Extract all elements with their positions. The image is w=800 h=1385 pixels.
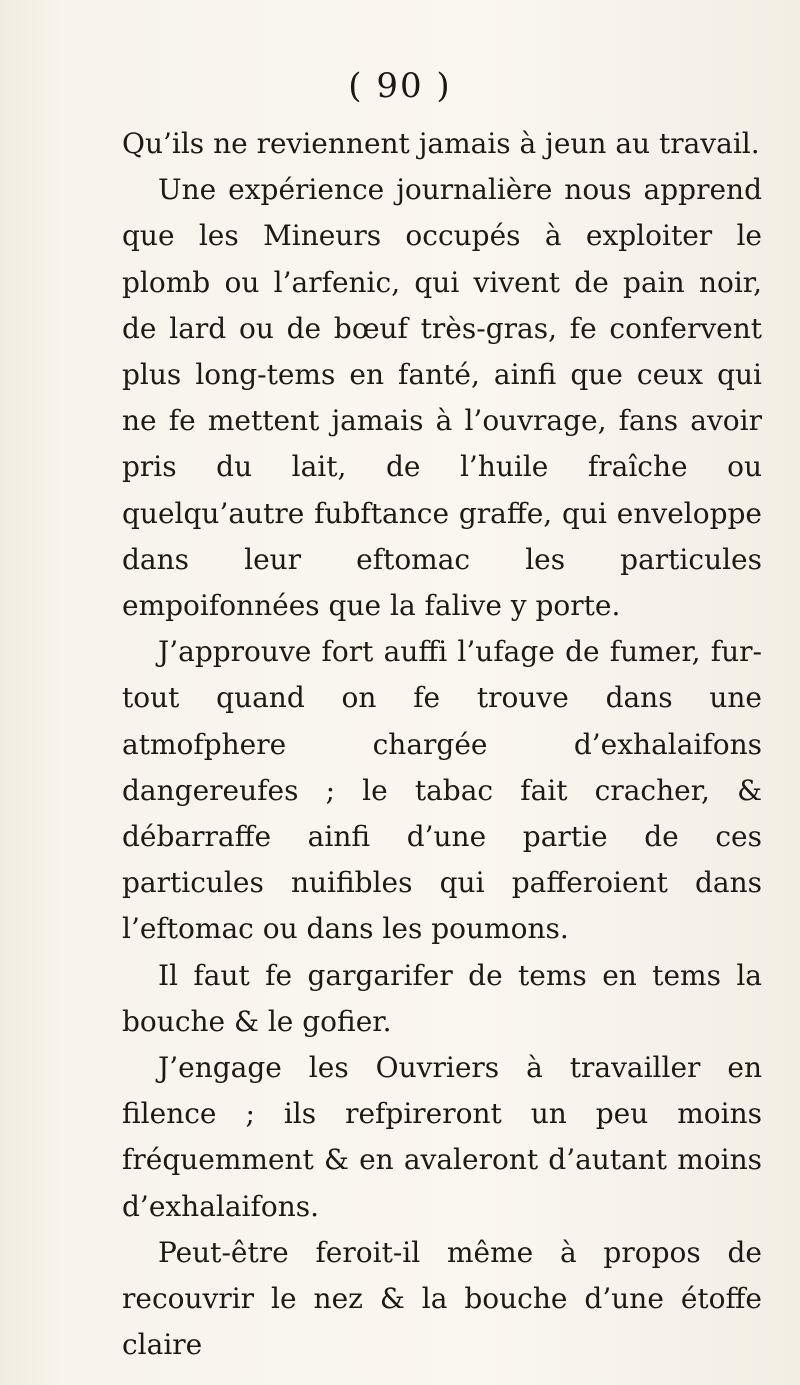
page-number: ( 90 ) [348,66,452,106]
paragraph-5: J’engage les Ouvriers à travailler en filence ; ils refpireront un peu moins fréquemment & en avaleront d’autant moins d’exhalaifons. [122,1051,762,1223]
paragraph-4: Il faut fe gargarifer de tems en tems la bouche & le gofier. [122,958,762,1038]
paragraph-6: Peut-être feroit-il même à propos de recouvrir le nez & la bouche d’une étoffe claire [122,1235,762,1362]
paragraph-2: Une expérience journalière nous apprend que les Mineurs occupés à exploiter le plomb ou l’arfenic, qui vivent de pain noir, de lard ou de bœuf très-gras, fe confervent plus long-tems en fanté, ainfi que ceux qui ne fe mettent jamais à l’ouvrage, fans avoir pris du lait, de l’huile fraîche ou quelqu’autre fubftance graffe, qui enveloppe dans leur eftomac les particules empoifonnées que la falive y porte. [122,173,762,623]
paragraph-3: J’approuve fort auffi l’ufage de fumer, fur-tout quand on fe trouve dans une atmofphere chargée d’exhalaifons dangereufes ; le tabac fait cracher, & débarraffe ainfi d’une partie de ces particules nuifibles qui pafferoient dans l’eftomac ou dans les poumons. [122,635,762,946]
paragraph-1: Qu’ils ne reviennent jamais à jeun au travail. [122,127,760,160]
page-text [122,121,762,1368]
